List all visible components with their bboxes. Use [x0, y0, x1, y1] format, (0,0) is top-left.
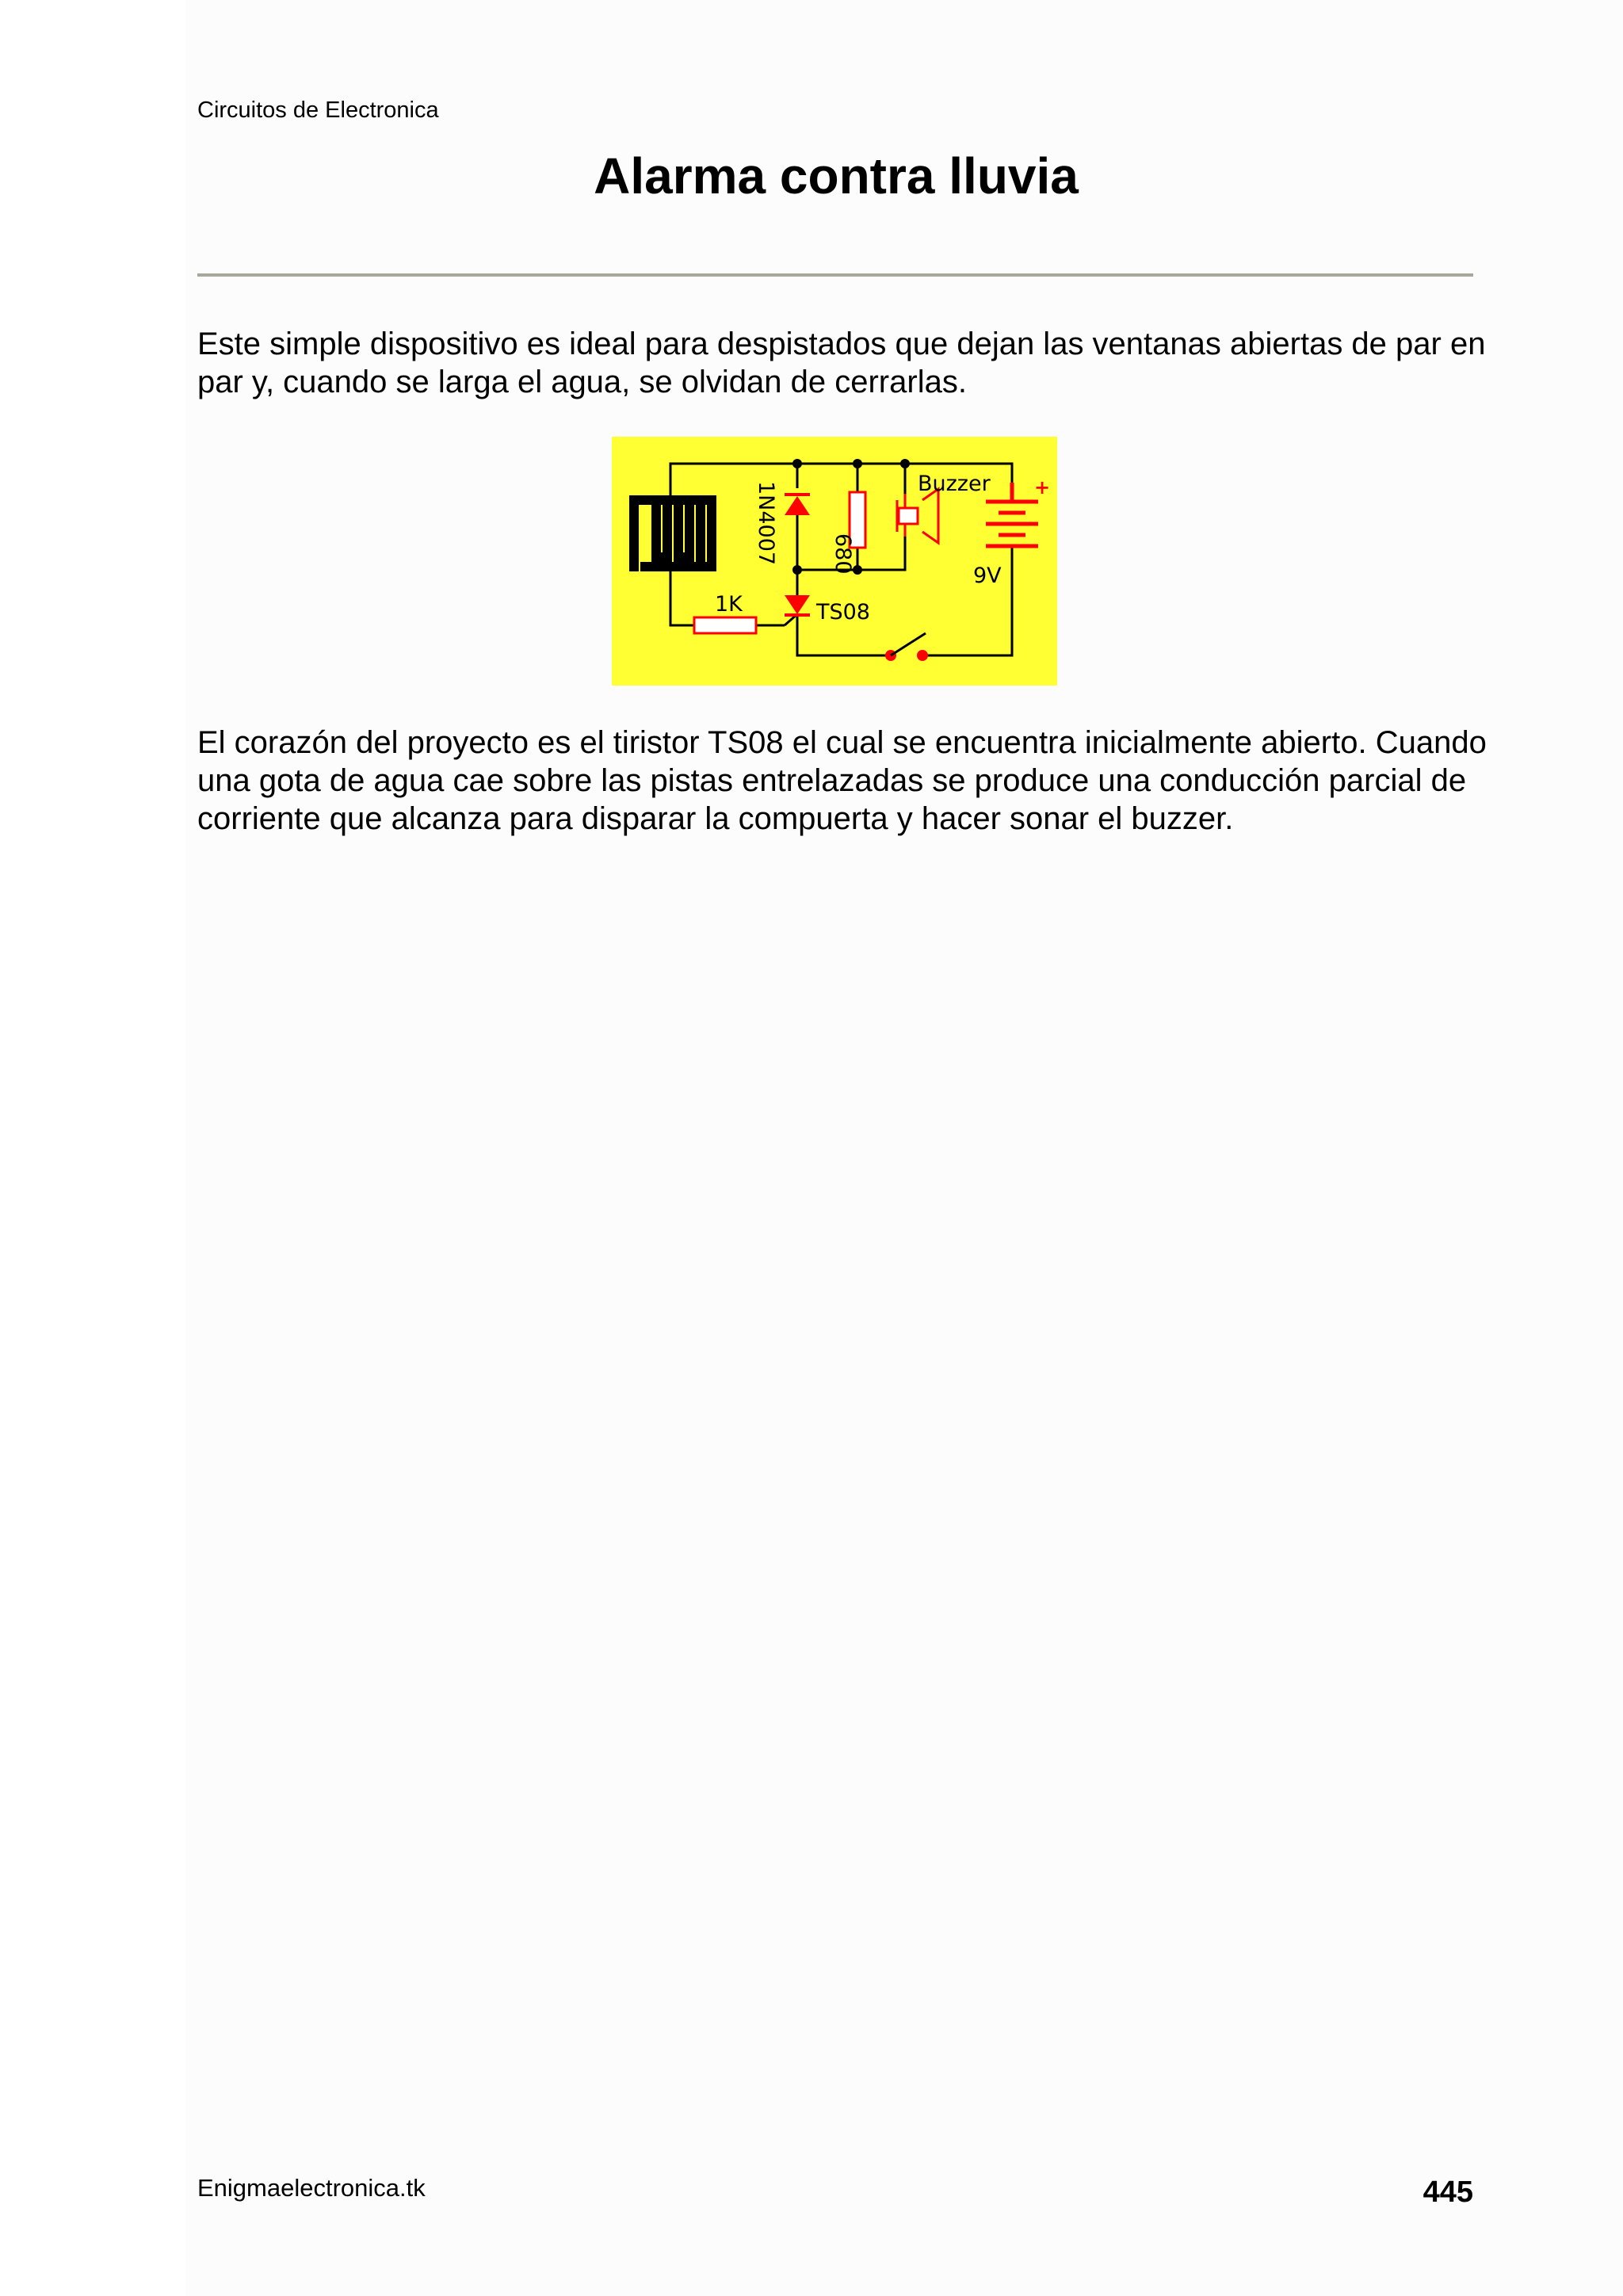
page-title: Alarma contra lluvia [594, 147, 1079, 204]
buzzer-label: Buzzer [918, 472, 991, 496]
title-divider [197, 273, 1473, 277]
running-header: Circuitos de Electronica [197, 97, 439, 123]
resistor-1k [694, 617, 756, 633]
description-paragraph: El corazón del proyecto es el tiristor TS08 el cual se encuentra inicialmente abierto. Cuando una gota de agua cae sobre las pistas entrelazadas se produce una conducción parcial de corriente que alcanza para disparar la compuerta y hacer sonar el buzzer. [197, 725, 1487, 836]
diode-label: 1N4007 [754, 481, 778, 566]
circuit-schematic [612, 437, 1057, 686]
resistor-680-label: 680 [831, 533, 855, 575]
thyristor-label: TS08 [816, 600, 870, 625]
resistor-1k-label: 1K [715, 592, 743, 617]
battery-plus-label: + [1034, 476, 1051, 499]
battery-voltage-label: 9V [973, 563, 1002, 588]
intro-paragraph: Este simple dispositivo es ideal para despistados que dejan las ventanas abiertas de par en par y, cuando se larga el agua, se olvidan de cerrarlas. [197, 327, 1486, 399]
footer-site: Enigmaelectronica.tk [197, 2174, 426, 2202]
page-number: 445 [1423, 2176, 1473, 2209]
